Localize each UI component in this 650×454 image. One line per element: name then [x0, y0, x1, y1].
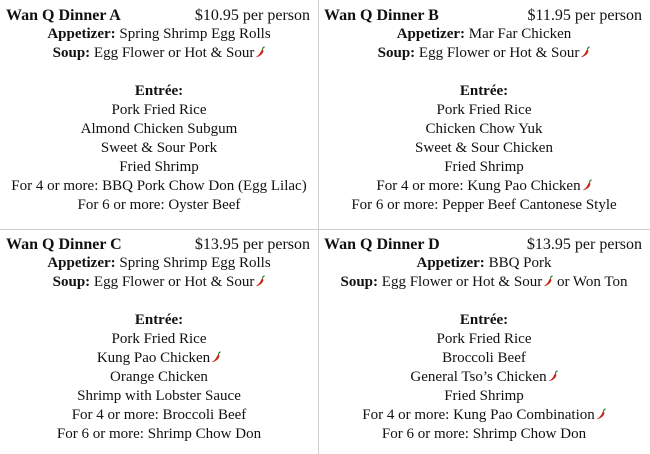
- entree-item: [318, 120, 650, 139]
- entree-item: [0, 120, 318, 139]
- dinner-price: $10.95 per person: [194, 7, 310, 24]
- entree-item: [0, 387, 318, 406]
- entree-text: General Tso’s Chicken: [410, 369, 547, 385]
- dinner-price: $13.95 per person: [194, 236, 310, 253]
- dinner-header: [0, 229, 318, 254]
- soup-value: Egg Flower or Hot & Sour: [381, 274, 543, 290]
- entree-item: [318, 139, 650, 158]
- entree-item: [0, 330, 318, 349]
- soup-line: [0, 44, 318, 63]
- dinner-card-d: [318, 229, 650, 454]
- dinner-header: [0, 0, 318, 25]
- entree-item: [0, 406, 318, 425]
- entree-text: Chicken Chow Yuk: [425, 121, 543, 137]
- entree-list: [0, 101, 318, 215]
- entree-text: For 6 or more: Shrimp Chow Don: [56, 426, 262, 442]
- dinner-card-a: [0, 0, 318, 229]
- appetizer-label: Appetizer:: [396, 26, 466, 42]
- entree-text: Pork Fried Rice: [436, 102, 532, 118]
- appetizer-value: BBQ Pork: [488, 255, 552, 271]
- dinner-name: Wan Q Dinner A: [6, 7, 121, 24]
- appetizer-line: [0, 254, 318, 273]
- entree-text: Kung Pao Chicken: [96, 350, 211, 366]
- appetizer-label: Appetizer:: [416, 255, 485, 271]
- appetizer-label: Appetizer:: [47, 255, 116, 271]
- entree-text: Shrimp with Lobster Sauce: [77, 388, 241, 404]
- entree-item: [318, 368, 650, 387]
- appetizer-value: Spring Shrimp Egg Rolls: [119, 26, 271, 42]
- entree-text: For 6 or more: Oyster Beef: [77, 197, 241, 213]
- entree-text: Orange Chicken: [110, 369, 208, 385]
- entree-text: For 4 or more: Broccoli Beef: [71, 407, 247, 423]
- chili-pepper-icon: [211, 351, 221, 363]
- entree-text: Fried Shrimp: [444, 159, 524, 175]
- entree-text: Fried Shrimp: [444, 388, 524, 404]
- entree-item: [318, 330, 650, 349]
- chili-pepper-icon: [582, 179, 592, 191]
- entree-item: [0, 177, 318, 196]
- entree-text: Pork Fried Rice: [111, 331, 207, 347]
- dinner-price: $13.95 per person: [526, 236, 642, 253]
- entree-item: [0, 368, 318, 387]
- soup-line: [318, 44, 650, 63]
- soup-line: [0, 273, 318, 292]
- soup-extra: or Won Ton: [556, 274, 628, 290]
- entree-item: [0, 101, 318, 120]
- appetizer-label: Appetizer:: [47, 26, 116, 42]
- chili-pepper-icon: [255, 275, 265, 287]
- entree-text: For 4 or more: BBQ Pork Chow Don (Egg Lilac): [11, 178, 307, 194]
- dinner-name: Wan Q Dinner C: [6, 236, 122, 253]
- entree-item: [318, 387, 650, 406]
- entree-label: Entrée:: [134, 83, 184, 99]
- appetizer-line: [0, 25, 318, 44]
- dinner-header: [318, 229, 650, 254]
- entree-item: [318, 158, 650, 177]
- entree-text: For 4 or more: Kung Pao Combination: [362, 407, 595, 423]
- soup-label: Soup:: [52, 274, 91, 290]
- entree-item: [0, 139, 318, 158]
- entree-text: Pork Fried Rice: [436, 331, 532, 347]
- entree-text: Sweet & Sour Chicken: [415, 140, 553, 156]
- soup-label: Soup:: [52, 45, 91, 61]
- soup-label: Soup:: [340, 274, 379, 290]
- entree-text: For 6 or more: Pepper Beef Cantonese Style: [351, 197, 617, 213]
- entree-item: [0, 349, 318, 368]
- chili-pepper-icon: [255, 46, 265, 58]
- entree-label: Entrée:: [134, 312, 184, 328]
- entree-text: Broccoli Beef: [442, 350, 526, 366]
- entree-list: [318, 101, 650, 215]
- entree-text: Fried Shrimp: [119, 159, 199, 175]
- entree-item: [0, 425, 318, 444]
- chili-pepper-icon: [596, 408, 606, 420]
- spacer: [0, 292, 318, 311]
- dinner-name: Wan Q Dinner B: [324, 7, 439, 24]
- entree-list: [318, 330, 650, 444]
- appetizer-line: [318, 25, 650, 44]
- soup-value: Egg Flower or Hot & Sour: [93, 45, 255, 61]
- chili-pepper-icon: [548, 370, 558, 382]
- appetizer-line: [318, 254, 650, 273]
- dinner-card-c: [0, 229, 318, 454]
- entree-item: [318, 349, 650, 368]
- dinner-card-b: [318, 0, 650, 229]
- chili-pepper-icon: [543, 275, 553, 287]
- entree-text: For 4 or more: Kung Pao Chicken: [376, 178, 581, 194]
- spacer: [318, 63, 650, 82]
- entree-label: Entrée:: [459, 83, 509, 99]
- entree-item: [318, 425, 650, 444]
- entree-item: [0, 158, 318, 177]
- entree-item: [318, 196, 650, 215]
- appetizer-value: Mar Far Chicken: [468, 26, 572, 42]
- entree-item: [318, 101, 650, 120]
- soup-line: [318, 273, 650, 292]
- entree-label: Entrée:: [459, 312, 509, 328]
- dinner-header: [318, 0, 650, 25]
- entree-text: Sweet & Sour Pork: [100, 140, 218, 156]
- entree-text: For 6 or more: Shrimp Chow Don: [381, 426, 587, 442]
- spacer: [0, 63, 318, 82]
- entree-item: [0, 196, 318, 215]
- entree-list: [0, 330, 318, 444]
- soup-value: Egg Flower or Hot & Sour: [418, 45, 580, 61]
- entree-item: [318, 177, 650, 196]
- soup-label: Soup:: [377, 45, 416, 61]
- dinner-name: Wan Q Dinner D: [324, 236, 440, 253]
- entree-text: Pork Fried Rice: [111, 102, 207, 118]
- chili-pepper-icon: [580, 46, 590, 58]
- dinner-price: $11.95 per person: [527, 7, 642, 24]
- soup-value: Egg Flower or Hot & Sour: [93, 274, 255, 290]
- appetizer-value: Spring Shrimp Egg Rolls: [119, 255, 271, 271]
- entree-text: Almond Chicken Subgum: [80, 121, 238, 137]
- entree-item: [318, 406, 650, 425]
- spacer: [318, 292, 650, 311]
